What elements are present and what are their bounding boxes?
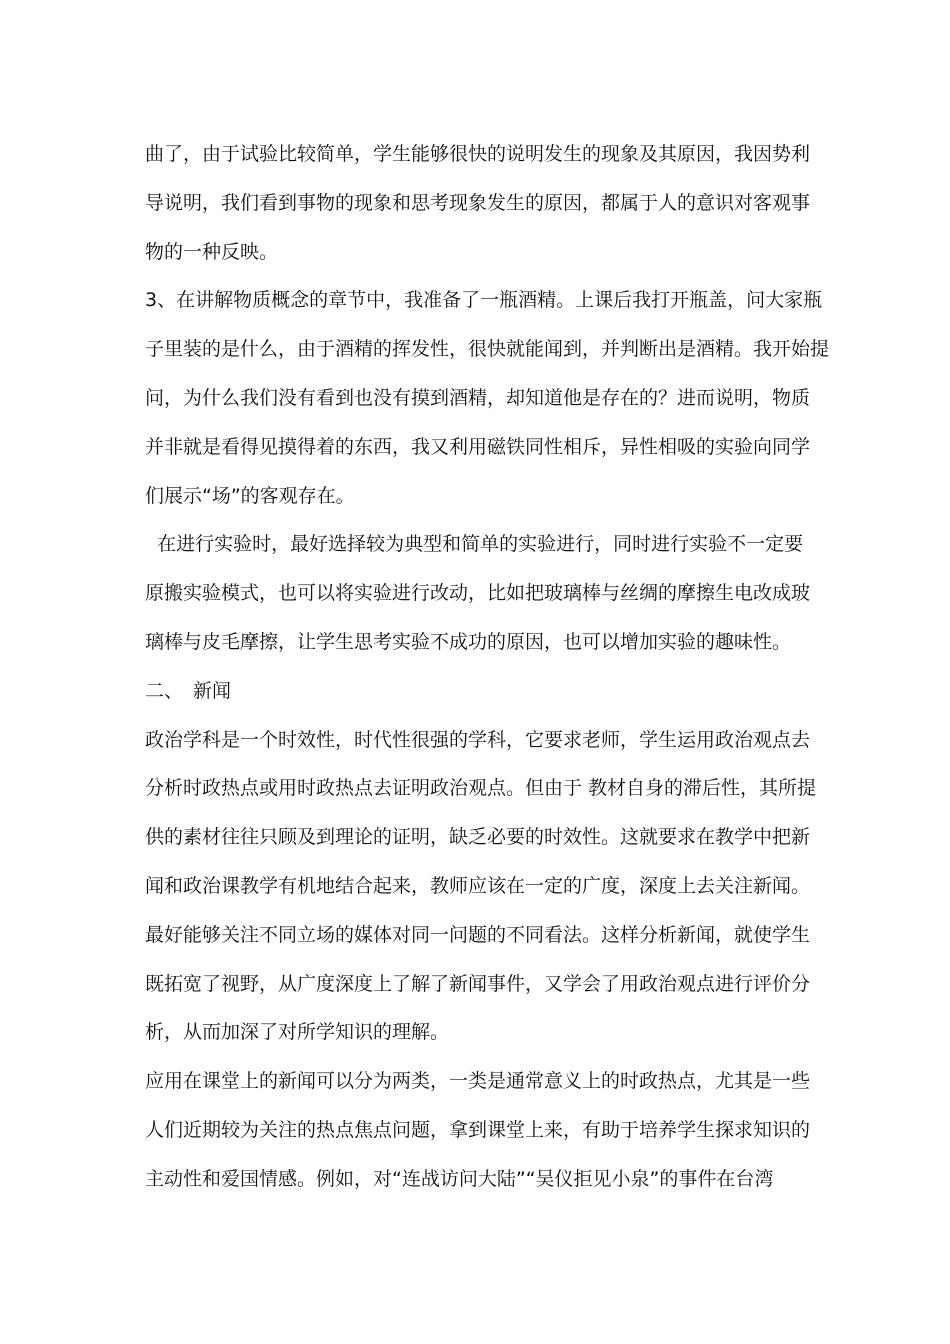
text-line: 供的素材往往只顾及到理论的证明，缺乏必要的时效性。这就要求在教学中把新 [145,826,811,849]
text-line: 们展示“场”的客观存在。 [145,484,355,507]
text-line: 物的一种反映。 [145,240,279,263]
text-line: 析，从而加深了对所学知识的理解。 [145,1021,450,1044]
text-line: 在进行实验时，最好选择较为典型和简单的实验进行，同时进行实验不一定要 [145,533,804,556]
text-line: 分析时政热点或用时政热点去证明政治观点。但由于 教材自身的滞后性，其所提 [145,777,817,800]
text-line: 子里装的是什么，由于酒精的挥发性，很快就能闻到，并判断出是酒精。我开始提 [145,338,830,361]
text-line: 曲了，由于试验比较简单，学生能够很快的说明发生的现象及其原因，我因势利 [145,143,811,165]
text-line: 闻和政治课教学有机地结合起来，教师应该在一定的广度，深度上去关注新闻。 [145,874,811,897]
text-line: 既拓宽了视野，从广度深度上了解了新闻事件，又学会了用政治观点进行评价分 [145,972,811,995]
text-line: 原搬实验模式，也可以将实验进行改动，比如把玻璃棒与丝绸的摩擦生电改成玻 [145,582,811,605]
text-line: 政治学科是一个时效性，时代性很强的学科，它要求老师，学生运用政治观点去 [145,728,811,751]
document-body [145,130,830,1204]
section-title: 新闻 [193,679,232,702]
section-number: 二、 [145,679,184,702]
text-line: 3、在讲解物质概念的章节中，我准备了一瓶酒精。上课后我打开瓶盖，问大家瓶 [145,289,823,312]
text-line: 导说明，我们看到事物的现象和思考现象发生的原因，都属于人的意识对客观事 [145,191,811,214]
text-line: 主动性和爱国情感。例如，对“连战访问大陆”“吴仪拒见小泉”的事件在台湾 [145,1167,774,1190]
text-line: 最好能够关注不同立场的媒体对同一问题的不同看法。这样分析新闻，就使学生 [145,923,811,946]
text-line: 璃棒与皮毛摩擦，让学生思考实验不成功的原因，也可以增加实验的趣味性。 [145,630,792,653]
section-heading [145,667,809,716]
text-line: 问，为什么我们没有看到也没有摸到酒精，却知道他是存在的？进而说明，物质 [145,386,811,409]
text-line: 人们近期较为关注的热点焦点问题，拿到课堂上来，有助于培养学生探求知识的 [145,1118,811,1141]
text-line: 应用在课堂上的新闻可以分为两类，一类是通常意义上的时政热点，尤其是一些 [145,1070,811,1093]
text-line: 并非就是看得见摸得着的东西，我又利用磁铁同性相斥，异性相吸的实验向同学 [145,435,811,458]
